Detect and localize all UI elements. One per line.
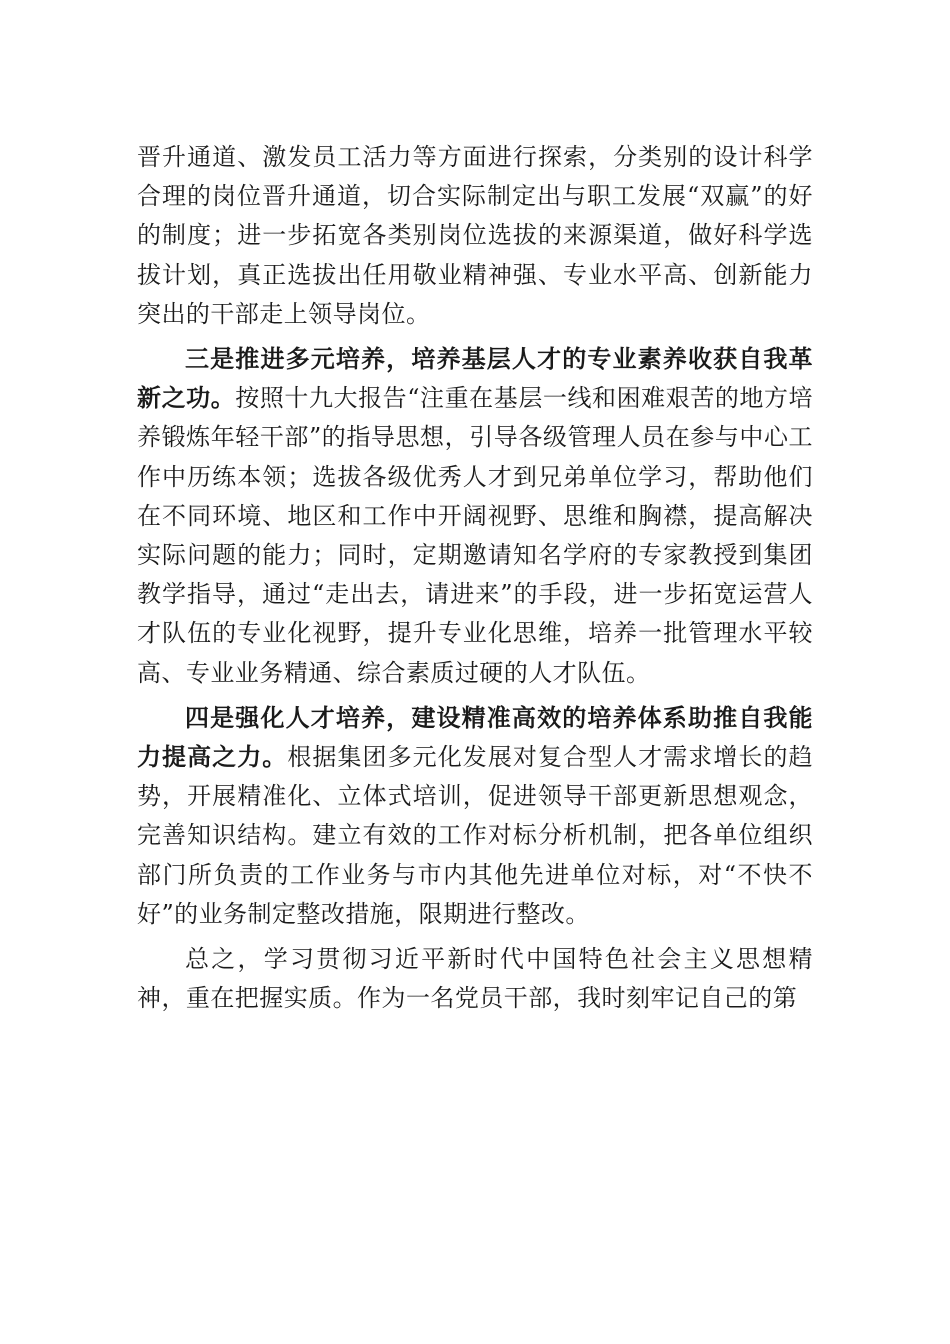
paragraph-point-three [137, 340, 813, 693]
paragraph-lead-heading: 三是推进多元培养，培养基层人才的专业素养收获自我革新之功。 [137, 345, 813, 413]
paragraph-body: 总之，学习贯彻习近平新时代中国特色社会主义思想精神，重在把握实质。作为一名党员干部，我时刻牢记自己的第 [137, 945, 813, 1013]
paragraph-body: 晋升通道、激发员工活力等方面进行探索，分类别的设计科学合理的岗位晋升通道，切合实际制定出与职工发展“双赢”的好的制度；进一步拓宽各类别岗位选拔的来源渠道，做好科学选拔计划，真正选拔出任用敬业精神强、专业水平高、创新能力突出的干部走上领导岗位。 [137, 143, 813, 328]
paragraph-point-four [137, 699, 813, 934]
paragraph-body: 按照十九大报告“注重在基层一线和困难艰苦的地方培养锻炼年轻干部”的指导思想，引导各级管理人员在参与中心工作中历练本领；选拔各级优秀人才到兄弟单位学习，帮助他们在不同环境、地区和工作中开阔视野、思维和胸襟，提高解决实际问题的能力；同时，定期邀请知名学府的专家教授到集团教学指导，通过“走出去，请进来”的手段，进一步拓宽运营人才队伍的专业化视野，提升专业化思维，培养一批管理水平较高、专业业务精通、综合素质过硬的人才队伍。 [137, 384, 813, 687]
paragraph-lead-heading: 四是强化人才培养，建设精准高效的培养体系助推自我能力提高之力。 [137, 703, 813, 772]
document-body [137, 138, 813, 1018]
paragraph-conclusion [137, 940, 813, 1018]
paragraph-continuation [137, 138, 813, 334]
paragraph-body: 根据集团多元化发展对复合型人才需求增长的趋势，开展精准化、立体式培训，促进领导干部更新思想观念，完善知识结构。建立有效的工作对标分析机制，把各单位组织部门所负责的工作业务与市内其他先进单位对标，对“不快不好”的业务制定整改措施，限期进行整改。 [137, 743, 813, 928]
